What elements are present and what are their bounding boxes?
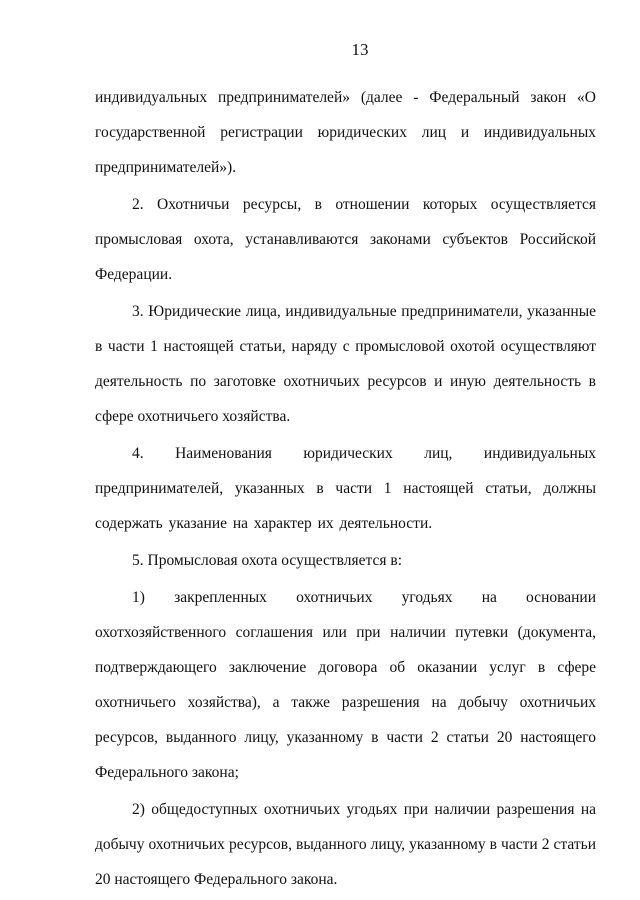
- paragraph-5: 5. Промысловая охота осуществляется в:: [132, 552, 403, 569]
- paragraph-continuation: индивидуальных предпринимателей» (далее - Федеральный закон «О государственной регистрации юридических лиц и индивидуальных предпринимателей»).: [95, 89, 596, 176]
- paragraph-2: 2. Охотничьи ресурсы, в отношении которых осуществляется промысловая охота, устанавливаются законами субъектов Российской Федерации.: [95, 196, 596, 283]
- paragraph-5-item-1: 1) закрепленных охотничьих угодьях на основании охотхозяйственного соглашения или при наличии путевки (документа, подтверждающего заключение договора об оказании услуг в сфере охотничьего хозяйства), а также разрешения на добычу охотничьих ресурсов, выданного лицу, указанному в части 2 статьи 20 настоящего Федерального закона;: [95, 589, 596, 781]
- paragraph-5-item-2: 2) общедоступных охотничьих угодьях при наличии разрешения на добычу охотничьих ресурсов, выданного лицу, указанному в части 2 статьи 20 настоящего Федерального закона.: [95, 801, 596, 888]
- page-number: 13: [351, 40, 369, 59]
- paragraph-4: 4. Наименования юридических лиц, индивидуальных предпринимателей, указанных в части 1 настоящей статьи, должны содержать указание на характер их деятельности.: [95, 445, 596, 532]
- paragraph-3: 3. Юридические лица, индивидуальные предприниматели, указанные в части 1 настоящей статьи, наряду с промысловой охотой осуществляют деятельность по заготовке охотничьих ресурсов и иную деятельность в сфере охотничьего хозяйства.: [95, 303, 596, 425]
- document-body: [95, 80, 596, 897]
